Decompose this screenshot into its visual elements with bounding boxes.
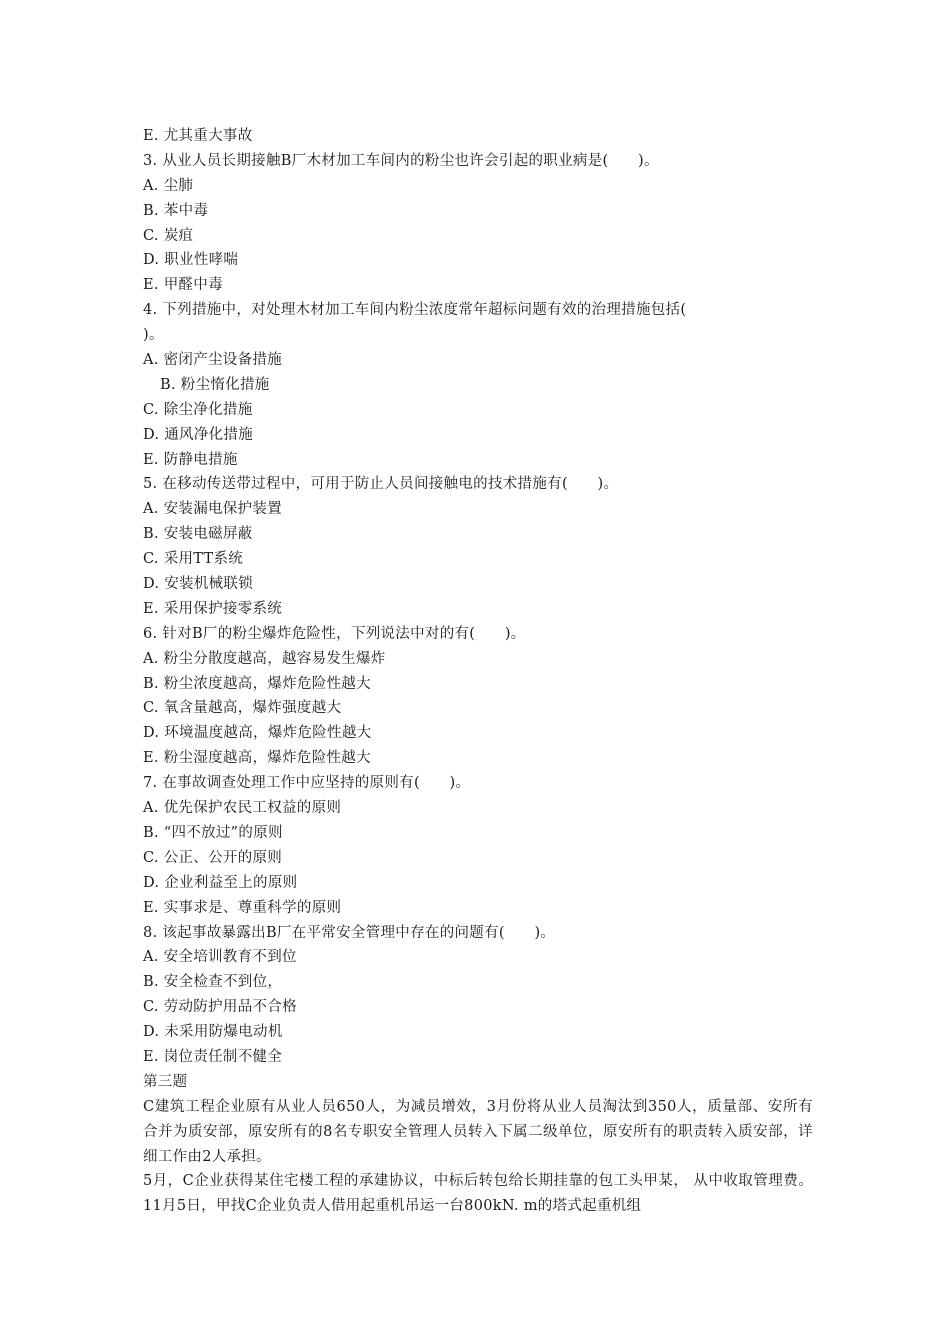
option-3d: D. 职业性哮喘 xyxy=(143,252,239,269)
option-3b: B. 苯中毒 xyxy=(143,202,209,219)
question-8: 8. 该起事故暴露出B厂在平常安全管理中存在的问题有( )。 xyxy=(143,924,556,941)
section-heading: 第三题 xyxy=(143,1073,188,1090)
option-4a: A. 密闭产尘设备措施 xyxy=(143,352,282,369)
option-5a: A. 安装漏电保护装置 xyxy=(143,501,282,518)
option-5e: E. 采用保护接零系统 xyxy=(143,600,283,617)
question-4: 4. 下列措施中，对处理木材加工车间内粉尘浓度常年超标问题有效的治理措施包括( xyxy=(143,302,687,319)
option-4c: C. 除尘净化措施 xyxy=(143,401,253,418)
question-7: 7. 在事故调查处理工作中应坚持的原则有( )。 xyxy=(143,775,471,792)
option-7d: D. 企业利益至上的原则 xyxy=(143,874,298,891)
question-4-continuation: )。 xyxy=(143,327,164,344)
question-6: 6. 针对B厂的粉尘爆炸危险性，下列说法中对的有( )。 xyxy=(143,625,526,642)
option-6e: E. 粉尘湿度越高，爆炸危险性越大 xyxy=(143,750,371,767)
option-4b: B. 粉尘惰化措施 xyxy=(160,376,270,393)
option-8d: D. 未采用防爆电动机 xyxy=(143,1024,283,1041)
option-8e: E. 岗位责任制不健全 xyxy=(143,1048,283,1065)
option-6a: A. 粉尘分散度越高，越容易发生爆炸 xyxy=(143,650,386,667)
question-5: 5. 在移动传送带过程中，可用于防止人员间接触电的技术措施有( )。 xyxy=(143,476,619,493)
option-3e: E. 甲醛中毒 xyxy=(143,277,223,294)
document-body xyxy=(143,124,813,1219)
option-5c: C. 采用TT系统 xyxy=(143,551,244,568)
case-paragraph-1: C建筑工程企业原有从业人员650人，为减员增效，3月份将从业人员淘汰到350人，质量部、安所有合并为质安部，原安所有的8名专职安全管理人员转入下属二级单位，原安所有的职责转入质安部，详细工作由2人承担。 xyxy=(143,1098,813,1165)
option-6b: B. 粉尘浓度越高，爆炸危险性越大 xyxy=(143,675,371,692)
option-7e: E. 实事求是、尊重科学的原则 xyxy=(143,899,342,916)
option-3c: C. 炭疽 xyxy=(143,227,194,244)
option-7b: B. “四不放过”的原则 xyxy=(143,824,283,841)
option-5b: B. 安装电磁屏蔽 xyxy=(143,526,253,543)
option-8a: A. 安全培训教育不到位 xyxy=(143,949,297,966)
option-7a: A. 优先保护农民工权益的原则 xyxy=(143,800,342,817)
option-7c: C. 公正、公开的原则 xyxy=(143,849,283,866)
case-paragraph-2: 5月，C企业获得某住宅楼工程的承建协议，中标后转包给长期挂靠的包工头甲某， 从中收取管理费。11月5日，甲找C企业负责人借用起重机吊运一台800kN. m的塔式起重机组 xyxy=(143,1173,813,1215)
option-8c: C. 劳动防护用品不合格 xyxy=(143,999,297,1016)
option-6d: D. 环境温度越高，爆炸危险性越大 xyxy=(143,725,372,742)
option-4e: E. 防静电措施 xyxy=(143,451,238,468)
question-3: 3. 从业人员长期接触B厂木材加工车间内的粉尘也许会引起的职业病是( )。 xyxy=(143,152,659,169)
option-6c: C. 氧含量越高，爆炸强度越大 xyxy=(143,700,342,717)
option-8b: B. 安全检查不到位， xyxy=(143,974,283,991)
option-3e-prev: E. 尤其重大事故 xyxy=(143,128,253,144)
option-4d: D. 通风净化措施 xyxy=(143,426,254,443)
option-3a: A. 尘肺 xyxy=(143,177,194,194)
option-5d: D. 安装机械联锁 xyxy=(143,576,254,593)
